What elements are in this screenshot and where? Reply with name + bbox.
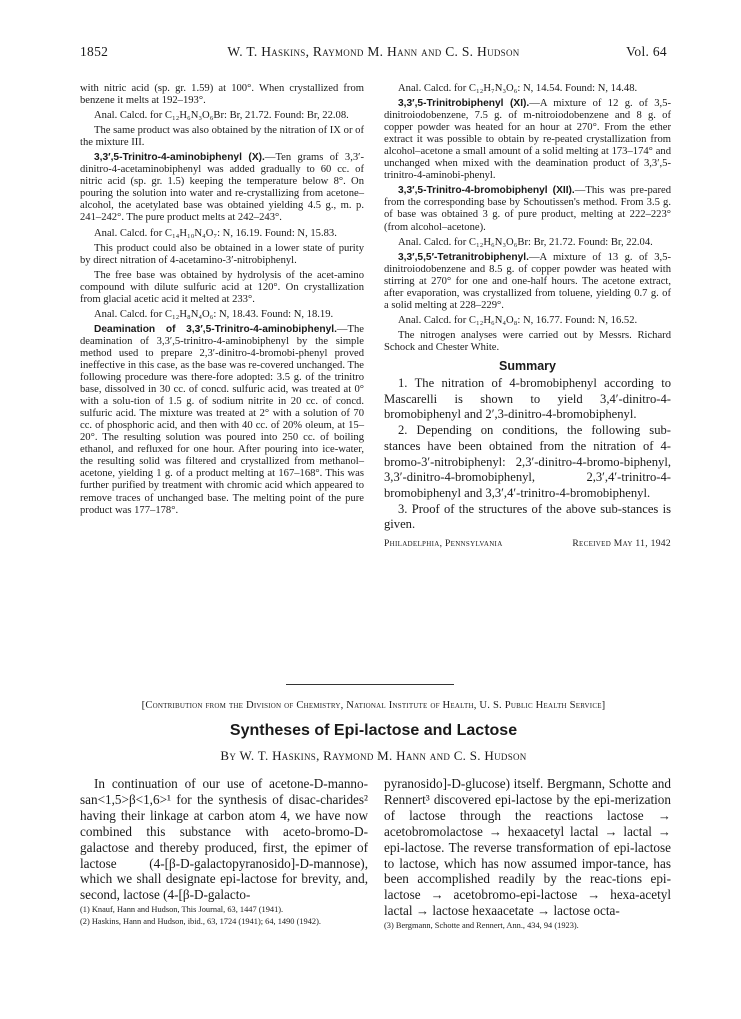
paragraph xyxy=(80,324,364,517)
summary-item: 3. Proof of the structures of the above sub-stances is given. xyxy=(384,501,671,532)
paragraph: This product could also be obtained in a lower state of purity by direct nitration of 4-acetamino-3′-nitrobiphenyl. xyxy=(80,242,364,266)
left-column xyxy=(80,83,364,517)
paragraph-body: —This was pre-pared from the corresponding base by Schoutissen's method. From 3.5 g. of base was obtained 3 g. of pure product, melting at 222–223° (from alcohol–acetone). xyxy=(384,185,671,233)
received-line xyxy=(384,538,671,550)
analysis-line: Anal. Calcd. for C₁₂H₇N₃O₆: N, 14.54. Found: N, 14.48. xyxy=(398,83,638,94)
compound-heading: 3,3′,5-Trinitro-4-bromobiphenyl (XII). xyxy=(398,185,575,197)
paragraph-body: —A mixture of 13 g. of 3,5-dinitroiodobenzene and 8.5 g. of copper powder was heated with stirring at 270° for one and one-half hours. The acetone extract, after evaporation, was crystallized from toluene, yielding 0.7 g. of a solid melting at 228–229°. xyxy=(384,251,671,311)
section-heading: Deamination of 3,3′,5-Trinitro-4-aminobiphenyl. xyxy=(94,323,337,335)
summary xyxy=(384,376,671,533)
summary-item: 1. The nitration of 4-bromobiphenyl according to Mascarelli is shown to yield 3,4′-dinitro-4-bromobiphenyl and 2′,3-dinitro-4-bromobiphenyl. xyxy=(384,376,671,422)
paragraph: The free base was obtained by hydrolysis of the acet-amino compound with dilute sulfuric acid at 120°. On crystallization from glacial acetic acid it melted at 233°. xyxy=(80,269,364,305)
place: Philadelphia, Pennsylvania xyxy=(384,538,503,550)
paragraph xyxy=(384,98,671,182)
article-left-column xyxy=(80,776,368,927)
paragraph: In continuation of our use of acetone-D-manno-san<1,5>β<1,6>¹ for the synthesis of disac-charides² having their linkage at carbon atom 4, we have now combined this substance with aceto-bromo-D-galactose and thereby produced, first, the epimer of lactose (4-[β-D-galactopyranosido]-D-mannose), which we shall designate epi-lactose for brevity, and, second, lactose (4-[β-D-galacto- xyxy=(80,776,368,903)
analysis-line: Anal. Calcd. for C₁₂H₈N₄O₆: N, 18.43. Found: N, 18.19. xyxy=(94,308,334,320)
acknowledgement: The nitrogen analyses were carried out by Messrs. Richard Schock and Chester White. xyxy=(384,329,671,353)
page-number: 1852 xyxy=(80,44,109,59)
article-right-column xyxy=(384,776,671,931)
divider xyxy=(286,684,454,685)
paragraph-body: —Ten grams of 3,3′-dinitro-4-acetaminobiphenyl was added gradually to 60 cc. of nitric acid (sp. gr. 1.5) keeping the temperature below 8°. On pouring the solution into water and re-crystallizing from acetone–alcohol, the acetylated base was obtained yielding 4.5 g., m. p. 241–242°. The pure product melts at 242–243°. xyxy=(80,152,364,224)
running-header xyxy=(80,44,667,64)
footnote: (2) Haskins, Hann and Hudson, ibid., 63, 1724 (1941); 64, 1490 (1942). xyxy=(80,917,321,927)
footnote: (1) Knauf, Hann and Hudson, This Journal, 63, 1447 (1941). xyxy=(80,905,284,915)
paragraph: The same product was also obtained by the nitration of IX or of the mixture III. xyxy=(80,125,364,149)
paragraph xyxy=(384,185,671,233)
paragraph-body: —A mixture of 12 g. of 3,5-dinitroiodobenzene, 7.5 g. of m-nitroiodobenzene and 8 g. of copper powder was heated for an hour at 270°. From the ether extract it was possible to obtain by re-peated crystallization from alcohol–acetone a small amount of a solid melting at 173–174° and unchanged when mixed with the deamination product of 3,3′,5-trinitro-4-aminobi-phenyl. xyxy=(384,98,671,182)
paragraph: with nitric acid (sp. gr. 1.59) at 100°. When crystallized from benzene it melts at 192–193°. xyxy=(80,83,364,107)
summary-item: 2. Depending on conditions, the following sub-stances have been obtained from the nitration of 4-bromo-3′-nitrobiphenyl: 2,3′-dinitro-4-bromo-biphenyl, 3,3′-dinitro-4-bromobiphenyl, 2,3′,4′-trinitro-4-bromobiphenyl and 3,3′,4′-trinitro-4-bromobiphenyl. xyxy=(384,423,671,500)
paragraph-body: —The deamination of 3,3′,5-trinitro-4-aminobiphenyl by the simple method used to prepare 2,3′-dinitro-4-bromobi-phenyl proved ineffective in this case, as the base was re-covered unchanged. The following procedure was there-fore adopted: 3.5 g. of the trinitro base, dissolved in 30 cc. of concd. sulfuric acid, was treated at 0° with a solu-tion of 1.5 g. of sodium nitrite in 20 cc. of concd. sulfuric acid. The mixture was treated at 2° with a solution of 70 cc. of phosphoric acid, and then with 40 cc. of 20% oleum, at 15–20°. The resulting solution was poured into 250 cc. of boiling ethanol, and refluxed for one hour. After pouring into ice-water, the resulting solid was filtered and crystallized from methanol–acetone, yielding 1 g. of a product melting at 167–168°. This was further purified by treatment with chromic acid which appeared to remove traces of unchanged base. The melting point of the pure product was 177–178°. xyxy=(80,323,364,516)
compound-heading: 3,3′,5,5′-Tetranitrobiphenyl. xyxy=(398,251,529,263)
paragraph: pyranosido]-D-glucose) itself. Bergmann, Schotte and Rennert³ discovered epi-lactose by the epi-merization of lactose through the reactions lactose → acetobromolactose → hexaacetyl lactal → lactal → epi-lactose. The reverse transformation of epi-lactose to lactose, which has now assumed impor-tance, has been accomplished readily by the reac-tions epi-lactose → acetobromo-epi-lactose → hexa-acetyl lactal → lactose hexaacetate → lactose octa- xyxy=(384,776,671,919)
running-authors: W. T. Haskins, Raymond M. Hann and C. S. Hudson xyxy=(227,44,520,59)
compound-heading: 3,3′,5-Trinitrobiphenyl (XI). xyxy=(398,98,530,110)
right-column xyxy=(384,83,671,550)
analysis-line: Anal. Calcd. for C₁₂H₆N₄O₈: N, 16.77. Found: N, 16.52. xyxy=(398,314,638,326)
contribution-line: [Contribution from the Division of Chemistry, National Institute of Health, U. S. Public Health Service] xyxy=(141,700,606,711)
summary-heading: Summary xyxy=(499,358,556,373)
footnote: (3) Bergmann, Schotte and Rennert, Ann., 434, 94 (1923). xyxy=(384,921,579,931)
volume-number: Vol. 64 xyxy=(626,44,667,59)
byline: By W. T. Haskins, Raymond M. Hann and C. S. Hudson xyxy=(220,748,527,763)
compound-heading: 3,3′,5-Trinitro-4-aminobiphenyl (X). xyxy=(94,152,265,164)
paragraph xyxy=(384,252,671,312)
analysis-line: Anal. Calcd. for C₁₄H₁₀N₄O₇: N, 16.19. Found: N, 15.83. xyxy=(94,227,337,239)
analysis-line: Anal. Calcd. for C₁₂H₆N₃O₆Br: Br, 21.72. Found: Br, 22.04. xyxy=(398,236,653,248)
received-date: Received May 11, 1942 xyxy=(572,538,671,550)
article-title: Syntheses of Epi-lactose and Lactose xyxy=(229,722,518,739)
analysis-line: Anal. Calcd. for C₁₂H₆N₃O₆Br: Br, 21.72. Found: Br, 22.08. xyxy=(94,110,349,122)
paragraph xyxy=(80,152,364,224)
